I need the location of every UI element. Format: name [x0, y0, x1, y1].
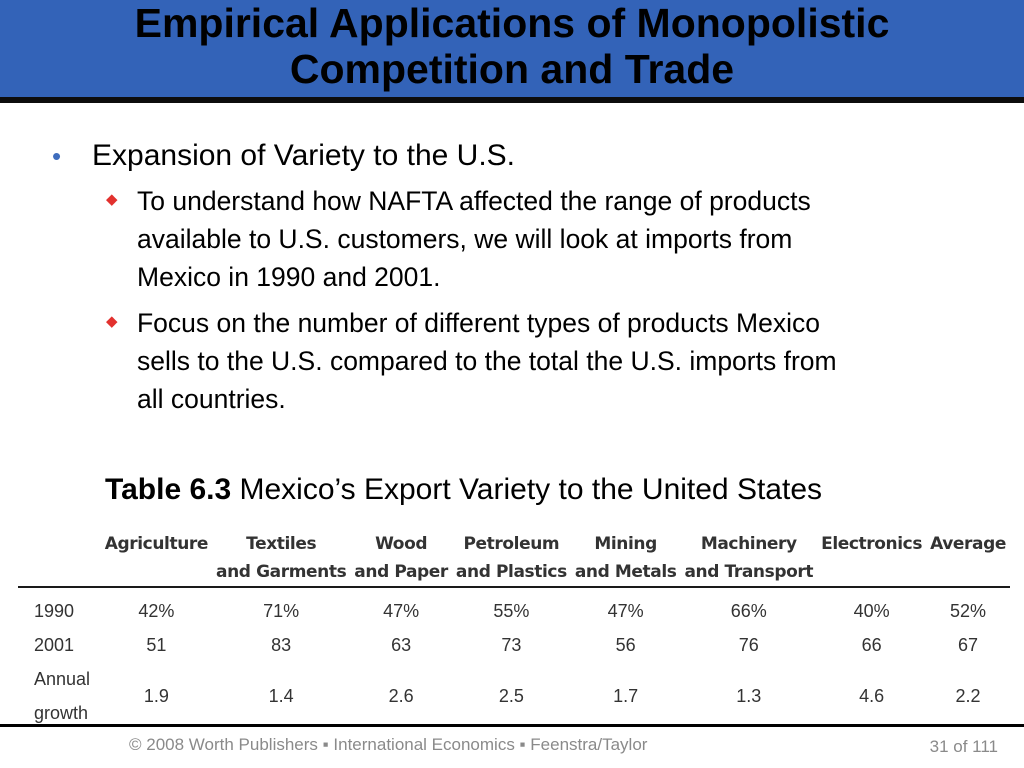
table-cell: 71%	[263, 601, 300, 621]
column-header-wood: Wood and Paper	[350, 528, 452, 587]
row-label-header	[18, 528, 101, 587]
column-header-electronics: Electronics	[817, 528, 926, 587]
bullet-main: Expansion of Variety to the U.S.	[92, 139, 516, 172]
table-cell: 1.3	[736, 686, 762, 706]
table-cell: 42%	[138, 601, 175, 621]
table-caption-text: Mexico’s Export Variety to the United States	[231, 473, 823, 506]
footer-copyright: © 2008 Worth Publishers ▪ International Economics ▪ Feenstra/Taylor	[129, 735, 648, 754]
column-header-petroleum: Petroleum and Plastics	[452, 528, 571, 587]
dot-bullet-icon: •	[52, 141, 62, 171]
table-cell: 83	[271, 635, 292, 655]
table-cell: 2.6	[388, 686, 414, 706]
diamond-bullet-icon: ◆	[106, 191, 118, 208]
column-header-machinery: Machinery and Transport	[680, 528, 817, 587]
sub-bullet-2-line: all countries.	[137, 384, 286, 414]
export-variety-table	[18, 528, 1010, 730]
sub-bullet-2-line: Focus on the number of different types of products Mexico	[137, 308, 820, 338]
slide-title-line-1: Empirical Applications of Monopolistic	[134, 0, 890, 46]
table-header-row	[18, 528, 1010, 587]
sub-bullet-2-line: sells to the U.S. compared to the total the U.S. imports from	[137, 346, 837, 376]
row-label: 2001	[34, 635, 75, 655]
sub-bullet-1	[137, 182, 977, 296]
slide-number: 31 of 111	[929, 737, 998, 756]
table-cell: 55%	[493, 601, 530, 621]
table-cell: 67	[958, 635, 979, 655]
table-cell: 47%	[383, 601, 420, 621]
table-cell: 1.7	[613, 686, 639, 706]
sub-bullet-1-line: available to U.S. customers, we will look at imports from	[137, 224, 793, 254]
table-cell: 4.6	[859, 686, 885, 706]
table-row	[18, 628, 1010, 662]
table-cell: 76	[738, 635, 759, 655]
slide-title	[0, 0, 1024, 92]
sub-bullet-1-line: Mexico in 1990 and 2001.	[137, 262, 441, 292]
table-cell: 2.2	[955, 686, 981, 706]
row-label: Annual growth	[34, 669, 91, 723]
table-cell: 63	[391, 635, 412, 655]
slide-title-line-2: Competition and Trade	[289, 46, 735, 92]
table-cell: 52%	[950, 601, 987, 621]
table-cell: 51	[146, 635, 167, 655]
table-cell: 73	[501, 635, 522, 655]
table-row	[18, 587, 1010, 628]
table-cell: 47%	[607, 601, 644, 621]
column-header-mining: Mining and Metals	[571, 528, 681, 587]
diamond-bullet-icon: ◆	[106, 313, 118, 330]
table-cell: 66	[861, 635, 882, 655]
column-header-textiles: Textiles and Garments	[212, 528, 350, 587]
column-header-agriculture: Agriculture	[101, 528, 212, 587]
table-cell: 1.9	[143, 686, 169, 706]
table-cell: 66%	[730, 601, 767, 621]
table-caption-label: Table 6.3	[105, 473, 232, 506]
sub-bullet-1-line: To understand how NAFTA affected the range of products	[137, 186, 811, 216]
table-caption	[105, 470, 822, 510]
column-header-average: Average	[926, 528, 1010, 587]
title-bar	[0, 0, 1024, 103]
table-row	[18, 662, 1010, 730]
table-cell: 56	[615, 635, 636, 655]
footer-divider	[0, 724, 1024, 727]
row-label: 1990	[34, 601, 75, 621]
table-cell: 2.5	[498, 686, 524, 706]
sub-bullet-2	[137, 304, 977, 418]
table-cell: 40%	[853, 601, 890, 621]
table-cell: 1.4	[268, 686, 294, 706]
